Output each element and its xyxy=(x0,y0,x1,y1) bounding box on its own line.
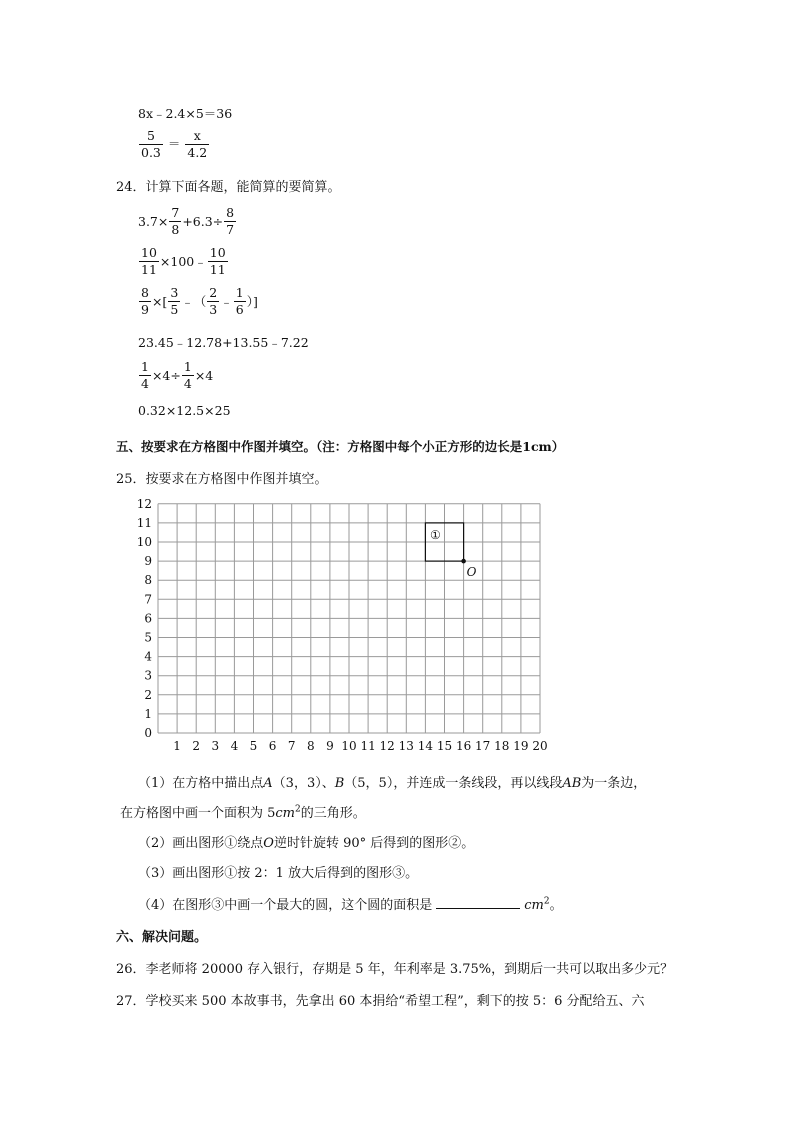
x-tick-label: 7 xyxy=(287,739,296,753)
x-tick-label: 6 xyxy=(268,739,277,753)
y-tick-label: 12 xyxy=(136,498,152,511)
x-tick-label: 3 xyxy=(211,739,220,753)
x-tick-label: 10 xyxy=(341,739,357,753)
sub-question-3: （3）画出图形①按 2：1 放大后得到的图形③。 xyxy=(138,866,419,881)
question-27: 27．学校买来 500 本故事书，先拿出 60 本捐给“希望工程”，剩下的按 5：6 分配给五、六 xyxy=(116,994,645,1009)
fraction: $\frac{5}{0.3}$ xyxy=(141,128,161,160)
expression-3: $\frac{8}{9}$ ×[ $\frac{3}{5}$ ﹣（ $\frac{2}{3}$ ﹣ $\frac{1}{6}$ ）] xyxy=(141,284,258,317)
y-tick-label: 7 xyxy=(144,592,152,607)
x-tick-label: 15 xyxy=(436,739,453,753)
y-tick-label: 2 xyxy=(144,687,152,702)
point-o-label: O xyxy=(466,565,477,580)
x-tick-label: 17 xyxy=(475,739,491,753)
expression-6: 0.32×12.5×25 xyxy=(138,403,231,418)
y-tick-label: 11 xyxy=(136,515,152,530)
y-tick-label: 1 xyxy=(144,706,152,721)
question-25: 25．按要求在方格图中作图并填空。 xyxy=(116,472,328,487)
expression-2: $\frac{10}{11}$ ×100﹣ $\frac{10}{11}$ xyxy=(141,244,226,277)
fraction: $\frac{1}{4}$ xyxy=(141,358,149,391)
fraction: $\frac{x}{4.2}$ xyxy=(187,128,208,160)
fraction: $\frac{10}{11}$ xyxy=(209,244,226,277)
fraction: $\frac{1}{4}$ xyxy=(183,358,192,391)
equation-1: 8x﹣2.4×5＝36 xyxy=(138,106,233,121)
y-tick-label: 5 xyxy=(144,630,152,645)
x-tick-label: 5 xyxy=(249,739,258,753)
expression-1: 3.7× $\frac{7}{8}$ +6.3÷ $\frac{8}{7}$ xyxy=(138,204,235,237)
point-o xyxy=(461,559,466,564)
sub-question-1-line-1: （1）在方格中描出点A（3，3）、B（5，5），并连成一条线段，再以线段AB为一条边， xyxy=(138,776,647,791)
fraction: $\frac{3}{5}$ xyxy=(170,284,179,317)
y-tick-label: 0 xyxy=(144,726,152,740)
equation-2: $\frac{5}{0.3}$ ＝ $\frac{x}{4.2}$ xyxy=(141,128,208,160)
section-6-heading: 六、解决问题。 xyxy=(116,930,208,945)
question-24: 24．计算下面各题，能简算的要简算。 xyxy=(116,180,341,195)
fraction: $\frac{7}{8}$ xyxy=(171,204,180,237)
fraction: $\frac{10}{11}$ xyxy=(141,244,157,277)
expression-5: $\frac{1}{4}$ ×4÷ $\frac{1}{4}$ ×4 xyxy=(141,358,214,391)
y-tick-label: 3 xyxy=(144,668,152,683)
y-tick-label: 4 xyxy=(144,649,152,664)
x-tick-label: 19 xyxy=(513,739,529,753)
coordinate-grid xyxy=(130,498,560,758)
expression-4: 23.45﹣12.78+13.55﹣7.22 xyxy=(138,335,309,350)
question-26: 26．李老师将 20000 存入银行，存期是 5 年，年利率是 3.75%，到期后一共可以取出多少元？ xyxy=(116,962,674,977)
x-tick-label: 20 xyxy=(532,739,548,753)
answer-blank[interactable] xyxy=(436,896,520,909)
fraction: $\frac{1}{6}$ xyxy=(235,284,244,317)
fraction: $\frac{2}{3}$ xyxy=(209,284,218,317)
shape-1-label: ① xyxy=(430,527,441,542)
fraction: $\frac{8}{9}$ xyxy=(141,284,149,317)
x-tick-label: 4 xyxy=(230,739,239,753)
y-tick-label: 10 xyxy=(136,535,152,549)
x-tick-label: 18 xyxy=(494,739,510,753)
x-tick-label: 14 xyxy=(417,739,434,753)
fraction: $\frac{8}{7}$ xyxy=(226,204,235,237)
y-tick-label: 9 xyxy=(144,554,152,569)
x-tick-label: 16 xyxy=(455,739,472,753)
x-tick-label: 9 xyxy=(326,739,334,753)
sub-question-1-line-2: 在方格图中画一个面积为 $5cm^2$的三角形。 xyxy=(120,804,366,821)
y-tick-label: 8 xyxy=(144,573,152,588)
y-tick-label: 6 xyxy=(144,611,152,626)
x-tick-label: 1 xyxy=(173,739,181,753)
x-tick-label: 2 xyxy=(192,739,201,753)
sub-question-4: （4）在图形③中画一个最大的圆，这个圆的面积是 $cm^2$。 xyxy=(138,896,563,913)
x-tick-label: 12 xyxy=(379,739,395,753)
x-tick-label: 13 xyxy=(398,739,414,753)
sub-question-2: （2）画出图形①绕点O逆时针旋转 90° 后得到的图形②。 xyxy=(138,836,475,851)
section-5-heading: 五、按要求在方格图中作图并填空。（注：方格图中每个小正方形的边长是1cm） xyxy=(116,439,565,454)
x-tick-label: 11 xyxy=(360,739,376,753)
x-tick-label: 8 xyxy=(306,739,315,753)
